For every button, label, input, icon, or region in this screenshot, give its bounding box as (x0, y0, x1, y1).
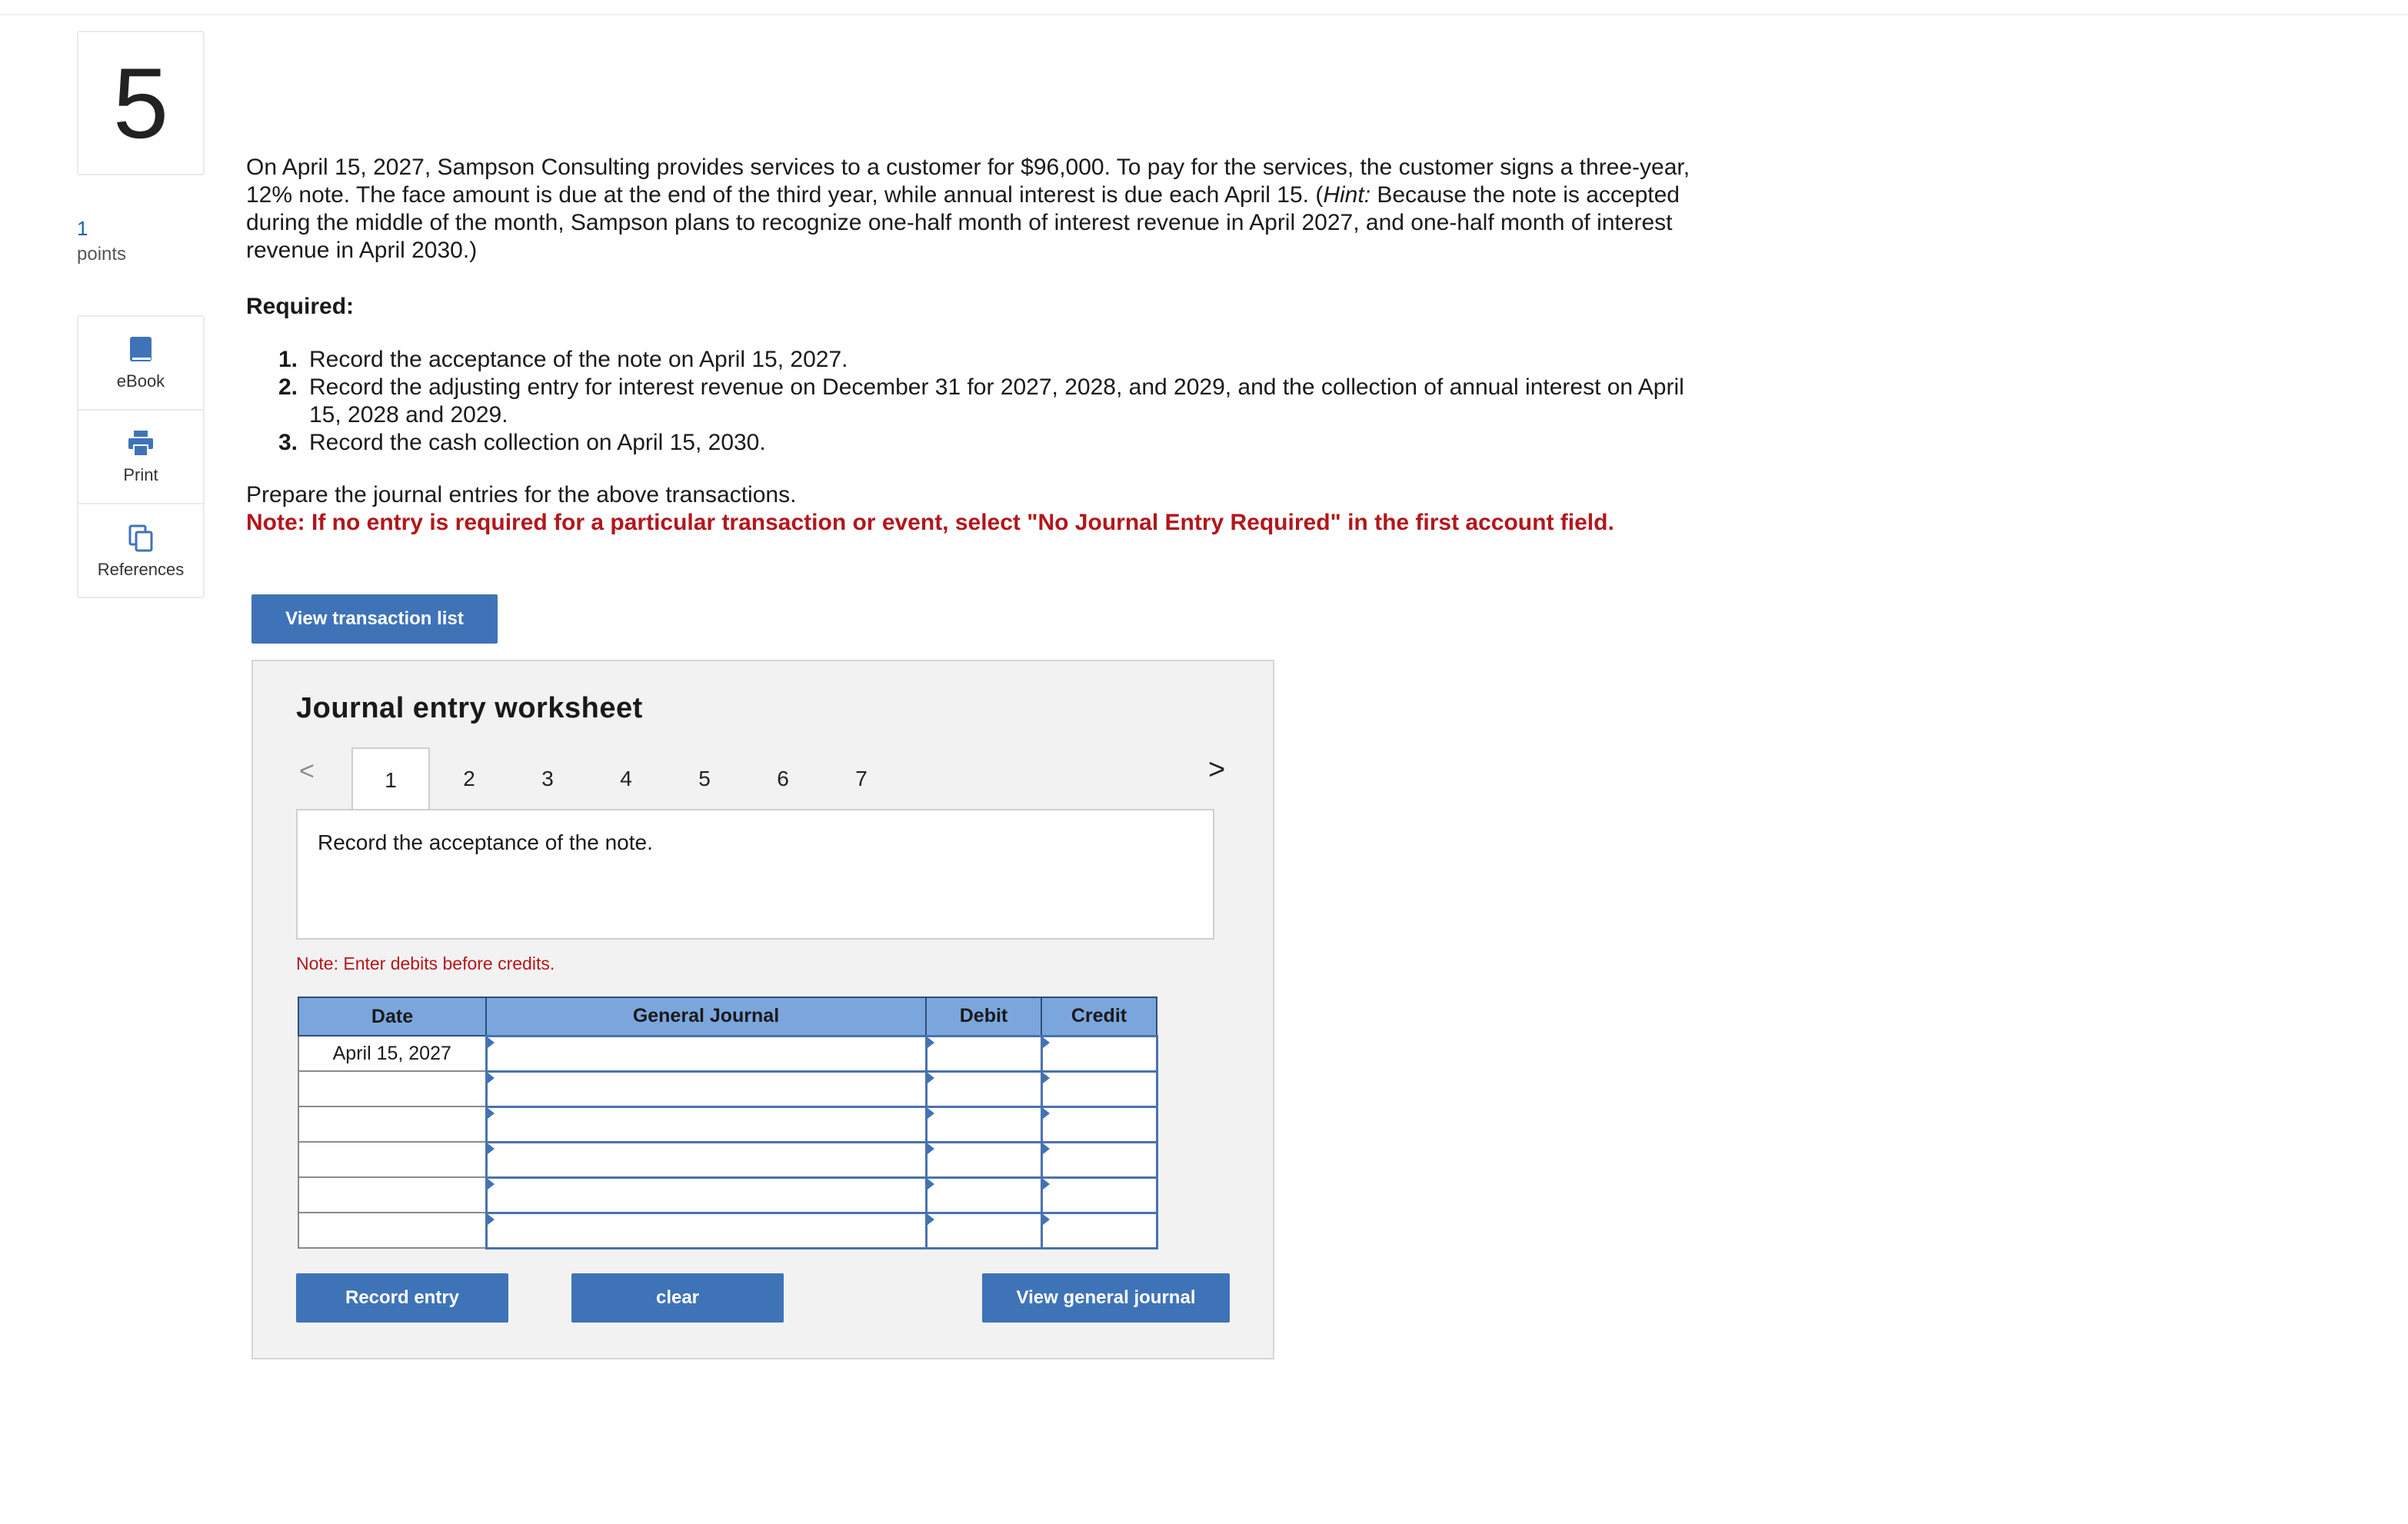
transaction-description-box (296, 809, 1214, 940)
printer-icon (125, 428, 156, 459)
tab-6[interactable]: 6 (777, 767, 789, 790)
general-journal-column-header: General Journal (486, 997, 926, 1036)
requirement-number: 3. (278, 430, 298, 455)
debits-first-note: Note: Enter debits before credits. (296, 953, 555, 973)
requirement-text: Record the acceptance of the note on April 15, 2027. (309, 347, 848, 372)
journal-table (298, 997, 1158, 1249)
debit-column-header: Debit (926, 997, 1041, 1036)
question-number-box (77, 31, 205, 175)
table-row (298, 1213, 1157, 1248)
transaction-description: Record the acceptance of the note. (318, 830, 653, 854)
list-item (278, 346, 1692, 374)
debit-input[interactable] (926, 1106, 1041, 1142)
question-content (246, 154, 1692, 537)
credit-input[interactable] (1041, 1106, 1157, 1142)
prepare-instruction: Prepare the journal entries for the above transactions. (246, 482, 797, 507)
ebook-button[interactable] (78, 317, 203, 411)
references-button[interactable] (78, 504, 203, 598)
requirement-number: 2. (278, 374, 298, 400)
date-cell (298, 1142, 486, 1177)
tab-4[interactable]: 4 (620, 767, 632, 790)
table-row (298, 1142, 1157, 1177)
record-entry-button[interactable]: Record entry (296, 1273, 508, 1323)
debit-input[interactable] (926, 1213, 1041, 1248)
requirements-list (246, 346, 1692, 457)
tab-3[interactable]: 3 (541, 767, 554, 790)
question-number: 5 (112, 47, 169, 159)
date-cell (298, 1071, 486, 1106)
points-label: points (77, 244, 127, 265)
tools-panel (77, 315, 205, 598)
date-cell (298, 1213, 486, 1248)
points-value: 1 (77, 217, 88, 240)
required-heading: Required: (246, 294, 355, 319)
date-cell (298, 1106, 486, 1142)
hint-label: Hint: (1323, 182, 1371, 208)
references-label: References (97, 560, 185, 579)
table-header-row (298, 997, 1157, 1036)
worksheet-title: Journal entry worksheet (296, 692, 643, 724)
table-row (298, 1036, 1157, 1071)
tab-7[interactable]: 7 (855, 767, 868, 790)
requirement-number: 1. (278, 347, 298, 372)
account-dropdown[interactable] (486, 1142, 926, 1177)
chevron-left-icon[interactable]: < (299, 757, 315, 786)
ebook-label: eBook (116, 371, 165, 391)
tab-5[interactable]: 5 (698, 767, 711, 790)
date-column-header: Date (298, 997, 486, 1036)
table-row (298, 1177, 1157, 1213)
print-label: Print (123, 465, 158, 484)
date-cell (298, 1177, 486, 1213)
list-item (278, 429, 1692, 457)
debit-input[interactable] (926, 1177, 1041, 1213)
debit-input[interactable] (926, 1142, 1041, 1177)
tab-1[interactable]: 1 (351, 747, 430, 812)
credit-input[interactable] (1041, 1036, 1157, 1071)
transaction-tabs (351, 747, 901, 810)
no-entry-note: Note: If no entry is required for a particular transaction or event, select "No Journal Entry Required" in the first account field. (246, 510, 1614, 535)
question-text-part-2: Because the note is accepted during the middle of the month, Sampson plans to recognize one-half month of interest revenue in April 2027, and one-half month of interest revenue in April 2030.) (246, 182, 1680, 263)
debit-input[interactable] (926, 1071, 1041, 1106)
account-dropdown[interactable] (486, 1071, 926, 1106)
tab-2[interactable]: 2 (463, 767, 475, 790)
top-divider (0, 0, 2408, 15)
date-cell: April 15, 2027 (298, 1036, 486, 1071)
print-button[interactable] (78, 411, 203, 504)
account-dropdown[interactable] (486, 1213, 926, 1248)
account-dropdown[interactable] (486, 1036, 926, 1071)
credit-input[interactable] (1041, 1177, 1157, 1213)
chevron-right-icon[interactable]: > (1208, 754, 1226, 786)
credit-input[interactable] (1041, 1213, 1157, 1248)
credit-input[interactable] (1041, 1142, 1157, 1177)
credit-input[interactable] (1041, 1071, 1157, 1106)
requirement-text: Record the adjusting entry for interest revenue on December 31 for 2027, 2028, and 2029, and the collection of annual interest on April 15, 2028 and 2029. (309, 374, 1684, 428)
clear-button[interactable]: clear (571, 1273, 784, 1323)
view-general-journal-button[interactable]: View general journal (982, 1273, 1230, 1323)
table-row (298, 1106, 1157, 1142)
debit-input[interactable] (926, 1036, 1041, 1071)
book-icon (125, 334, 156, 365)
question-text (246, 154, 1692, 265)
journal-entry-worksheet (251, 660, 1274, 1359)
copy-icon (125, 523, 156, 554)
credit-column-header: Credit (1041, 997, 1157, 1036)
question-text-part-1: On April 15, 2027, Sampson Consulting provides services to a customer for $96,000. To pay for the services, the customer signs a three-year, 12% note. The face amount is due at the end of the third year, while annual interest is due each April 15. ( (246, 155, 1690, 208)
account-dropdown[interactable] (486, 1177, 926, 1213)
list-item (278, 374, 1692, 429)
table-row (298, 1071, 1157, 1106)
requirement-text: Record the cash collection on April 15, 2030. (309, 430, 766, 455)
account-dropdown[interactable] (486, 1106, 926, 1142)
view-transaction-list-button[interactable]: View transaction list (251, 594, 498, 644)
